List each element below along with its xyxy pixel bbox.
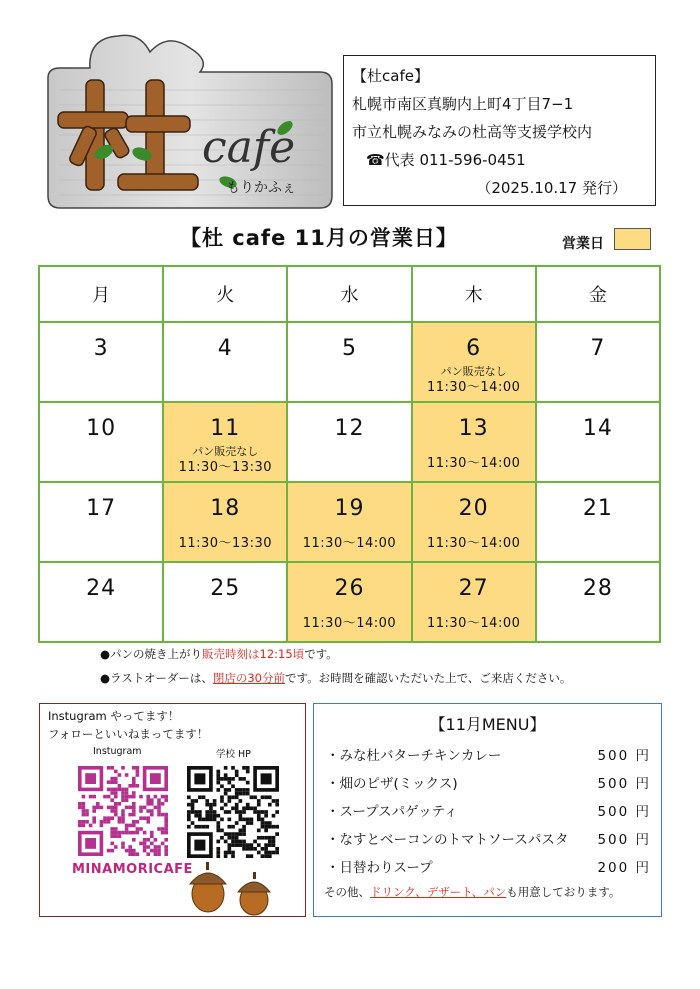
menu-item-name: ・畑のピザ(ミックス) (326, 776, 458, 792)
menu-footer-end: も用意しております。 (506, 885, 621, 899)
menu-box (313, 703, 662, 917)
notes (100, 642, 571, 690)
day-number: 12 (334, 416, 365, 441)
calendar-day (163, 322, 287, 402)
menu-item-name: ・日替わりスープ (326, 860, 433, 876)
day-number: 21 (582, 496, 613, 521)
menu-item-price: 500 円 (597, 804, 651, 820)
menu-item-name: ・みな杜バターチキンカレー (326, 748, 502, 764)
qr-school-label: 学校 HP (216, 749, 251, 760)
qr-instagram-label: Instugram (93, 746, 142, 757)
day-number: 20 (458, 496, 489, 521)
calendar-day-open (412, 322, 536, 402)
info-issue-date: （2025.10.17 発行） (476, 179, 627, 197)
menu-item-price: 500 円 (597, 832, 651, 848)
calendar-day-open (287, 562, 411, 642)
calendar-day (39, 562, 163, 642)
menu-item-name: ・スープスパゲッティ (326, 804, 458, 820)
calendar-day (536, 482, 660, 562)
calendar-day-open (287, 482, 411, 562)
day-number: 26 (334, 576, 365, 601)
menu-footer-text: その他、 (324, 885, 370, 899)
day-hours: 11:30〜14:00 (302, 536, 397, 551)
calendar-day-open (412, 402, 536, 482)
weekday-header: 月 (39, 266, 163, 322)
calendar-day (536, 322, 660, 402)
menu-title: 【11月MENU】 (429, 715, 546, 734)
calendar-day-open (412, 482, 536, 562)
calendar-week-row (39, 562, 660, 642)
day-hours: 11:30〜14:00 (426, 380, 521, 395)
calendar-week-row (39, 322, 660, 402)
calendar-week-row (39, 402, 660, 482)
day-hours: 11:30〜14:00 (426, 456, 521, 471)
day-number: 17 (86, 496, 117, 521)
day-number: 13 (458, 416, 489, 441)
day-number: 27 (458, 576, 489, 601)
instagram-line1: Instugram やってます！ (48, 709, 180, 723)
calendar-week-row (39, 482, 660, 562)
info-box (343, 55, 656, 206)
calendar-day-open (412, 562, 536, 642)
day-number: 5 (341, 336, 357, 361)
calendar-day (536, 562, 660, 642)
menu-item-price: 500 円 (597, 748, 651, 764)
weekday-header: 火 (163, 266, 287, 322)
day-hours: 11:30〜14:00 (302, 616, 397, 631)
info-location: 市立札幌みなみの杜高等支援学校内 (352, 123, 593, 141)
day-number: 10 (86, 416, 117, 441)
legend-swatch (614, 228, 651, 250)
school-qr-code[interactable] (187, 766, 279, 858)
calendar-day-open (163, 482, 287, 562)
instagram-account: MINAMORICAFE (72, 862, 193, 877)
calendar-day (39, 322, 163, 402)
page-title: 【杜 cafe 11月の営業日】 (180, 226, 458, 250)
instagram-box (39, 703, 306, 917)
calendar-day (287, 402, 411, 482)
weekday-header: 木 (412, 266, 536, 322)
menu-item-price: 500 円 (597, 776, 651, 792)
note-bread (100, 642, 571, 666)
note-lo-end: です。お時間を確認いただいた上で、ご来店ください。 (284, 671, 572, 685)
calendar-day (39, 402, 163, 482)
calendar-day-open (163, 402, 287, 482)
note-bread-end: です。 (304, 647, 338, 661)
acorn-icon (238, 872, 270, 915)
calendar-day (536, 402, 660, 482)
menu-item (326, 744, 651, 764)
svg-text:cafe: cafe (202, 122, 296, 173)
day-number: 6 (466, 336, 482, 361)
day-number: 4 (217, 336, 233, 361)
day-number: 14 (582, 416, 613, 441)
info-phone: ☎代表 011-596-0451 (366, 151, 526, 169)
calendar (38, 265, 661, 643)
cafe-logo (40, 30, 336, 210)
svg-text:もりかふぇ: もりかふぇ (226, 180, 296, 196)
menu-item (326, 828, 651, 848)
note-lo-time: 閉店の30分前 (212, 671, 285, 685)
instagram-qr-code[interactable] (78, 766, 168, 856)
day-number: 11 (210, 416, 241, 441)
note-lo-text: ●ラストオーダーは、 (100, 671, 213, 685)
day-hours: 11:30〜13:30 (178, 536, 272, 551)
day-hours: 11:30〜14:00 (426, 536, 521, 551)
menu-item-price: 200 円 (597, 860, 651, 876)
calendar-header-row (39, 266, 660, 322)
day-number: 24 (86, 576, 117, 601)
menu-footer-highlight: ドリンク、デザート、パン (370, 885, 507, 899)
weekday-header: 金 (536, 266, 660, 322)
day-number: 25 (210, 576, 241, 601)
day-note: パン販売なし (192, 445, 259, 458)
day-number: 18 (210, 496, 241, 521)
day-number: 3 (93, 336, 109, 361)
acorn-icon (190, 862, 226, 912)
day-number: 7 (590, 336, 606, 361)
menu-footer (324, 884, 620, 900)
note-last-order (100, 666, 571, 690)
menu-item (326, 772, 651, 792)
info-name: 【杜cafe】 (352, 67, 429, 85)
day-number: 28 (582, 576, 613, 601)
day-number: 19 (334, 496, 365, 521)
day-hours: 11:30〜14:00 (426, 616, 521, 631)
legend-label: 営業日 (562, 236, 604, 252)
weekday-header: 水 (287, 266, 411, 322)
calendar-day (163, 562, 287, 642)
info-address: 札幌市南区真駒内上町4丁目7−1 (352, 95, 574, 113)
note-bread-text: ●パンの焼き上がり (100, 647, 203, 661)
note-bread-time: 販売時刻は12:15頃 (202, 647, 305, 661)
day-note: パン販売なし (440, 365, 507, 378)
calendar-day (287, 322, 411, 402)
menu-item-name: ・なすとベーコンのトマトソースパスタ (326, 832, 569, 848)
day-hours: 11:30〜13:30 (178, 460, 272, 475)
acorn-illustration (180, 856, 280, 916)
menu-item (326, 800, 651, 820)
instagram-line2: フォローといいねまってます！ (48, 727, 209, 741)
menu-item (326, 856, 651, 876)
calendar-day (39, 482, 163, 562)
